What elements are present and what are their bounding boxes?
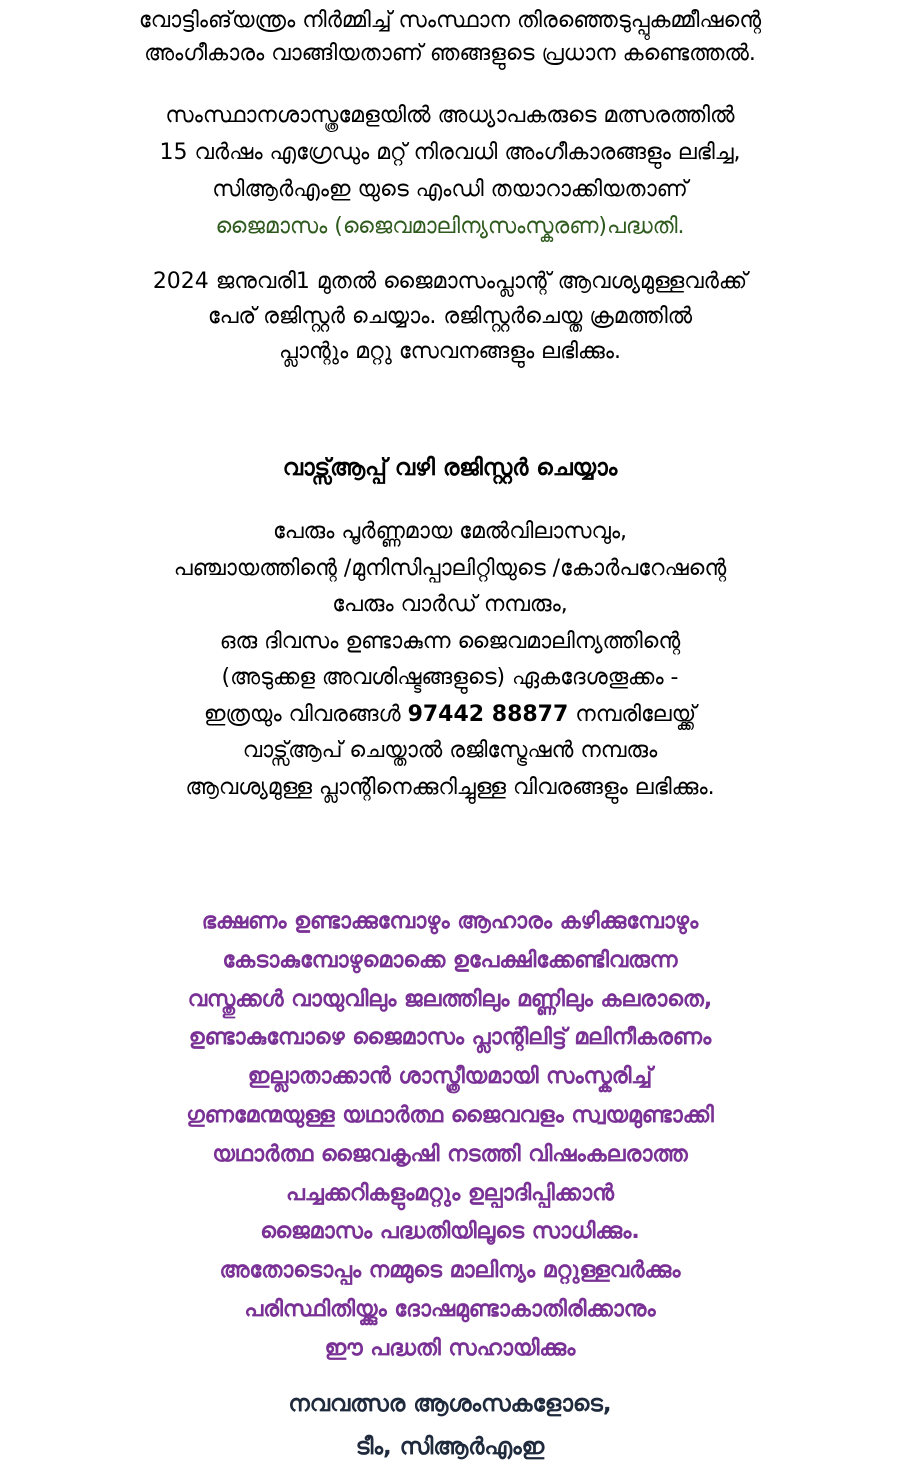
registration-line: പ്ലാന്റും മറ്റു സേവനങ്ങളും ലഭിക്കും.: [278, 339, 622, 364]
phone-prefix: ഇത്രയും വിവരങ്ങൾ: [203, 701, 408, 727]
whatsapp-line: വാട്സ്ആപ് ചെയ്താൽ രജിസ്ട്രേഷൻ നമ്പരും: [242, 738, 658, 763]
whatsapp-line: പേരും പൂർണ്ണമായ മേൽവിലാസവും,: [272, 519, 628, 544]
whatsapp-line: ആവശ്യമുള്ള പ്ലാന്റിനെക്കുറിച്ചുള്ള വിവരങ്ങളും ലഭിക്കും.: [185, 774, 715, 800]
whatsapp-line: ഒരു ദിവസം ഉണ്ടാകുന്ന ജൈവമാലിന്യത്തിന്റെ: [219, 628, 681, 654]
phone-number: 97442 88877: [407, 701, 569, 727]
benefits-paragraph: [20, 903, 880, 1369]
benefits-line: ജൈമാസം പദ്ധതിയിലൂടെ സാധിക്കും.: [260, 1219, 640, 1245]
intro-paragraph: [20, 4, 880, 70]
benefits-line: ഇല്ലാതാക്കാൻ ശാസ്ത്രീയമായി സംസ്കരിച്ച്: [247, 1064, 653, 1090]
whatsapp-heading: വാട്സ്ആപ്പ് വഴി രജിസ്റ്റർ ചെയ്യാം: [282, 455, 618, 481]
benefits-line: പച്ചക്കറികളുംമറ്റും ഉല്പാദിപ്പിക്കാൻ: [286, 1180, 614, 1206]
benefits-line: വസ്തുക്കൾ വായുവിലും ജലത്തിലും മണ്ണിലും കലരാതെ,: [187, 986, 713, 1012]
closing-block: [20, 1383, 880, 1469]
benefits-line: ഭക്ഷണം ഉണ്ടാക്കുമ്പോഴും ആഹാരം കഴിക്കുമ്പോഴും: [201, 909, 699, 934]
benefits-line: കേടാകുമ്പോഴുമൊക്കെ ഉപേക്ഷിക്കേണ്ടിവരുന്ന: [222, 947, 678, 973]
intro-line: വോട്ടിംങ്‌യന്ത്രം നിർമ്മിച്ച് സംസ്ഥാന തിരഞ്ഞെടുപ്പുകമ്മീഷന്റെ: [138, 8, 762, 33]
closing-signature: ടീം, സിആർഎംഇ: [355, 1434, 545, 1460]
about-line: സംസ്ഥാനശാസ്ത്രമേളയിൽ അധ്യാപകരുടെ മത്സരത്തിൽ: [165, 103, 735, 128]
benefits-line: ഈ പദ്ധതി സഹായിക്കും: [324, 1335, 576, 1361]
benefits-line: പരിസ്ഥിതിയ്ക്കും ദോഷമുണ്ടാകാതിരിക്കാനും: [244, 1296, 656, 1322]
closing-greeting: നവവത്സര ആശംസകളോടെ,: [288, 1391, 612, 1417]
about-line: സിആർഎംഇ യുടെ എംഡി തയാറാക്കിയതാണ്: [212, 177, 688, 202]
project-name: ജൈമാസം (ജൈവമാലിന്യസംസ്കരണ)പദ്ധതി.: [215, 214, 685, 239]
about-line: 15 വർഷം എഗ്രേഡും മറ്റ് നിരവധി അംഗീകാരങ്ങളും ലഭിച്ച,: [159, 140, 741, 165]
benefits-line: ഗുണമേന്മയുള്ള യഥാർത്ഥ ജൈവവളം സ്വയമുണ്ടാക്കി: [186, 1102, 714, 1128]
registration-line: 2024 ജനുവരി1 മുതൽ ജൈമാസംപ്ലാന്റ് ആവശ്യമുള്ളവർക്ക്: [152, 269, 748, 294]
intro-line: അംഗീകാരം വാങ്ങിയതാണ് ഞങ്ങളുടെ പ്രധാന കണ്ടെത്തൽ.: [144, 41, 756, 66]
benefits-line: യഥാർത്ഥ ജൈവകൃഷി നടത്തി വിഷംകലരാത്ത: [212, 1141, 688, 1167]
whatsapp-heading-block: [20, 453, 880, 484]
registration-line: പേര് രജിസ്റ്റർ ചെയ്യാം. രജിസ്റ്റർചെയ്ത ക്രമത്തിൽ: [207, 304, 693, 329]
benefits-line: ഉണ്ടാകുമ്പോഴെ ജൈമാസം പ്ലാന്റിലിട്ട് മലിനീകരണം: [188, 1025, 712, 1051]
whatsapp-line: പഞ്ചായത്തിന്റെ /മുനിസിപ്പാലിറ്റിയുടെ /കോർപറേഷന്റെ: [173, 555, 727, 581]
whatsapp-line: പേരും വാർഡ് നമ്പരും,: [332, 592, 568, 617]
about-paragraph: [20, 97, 880, 245]
phone-suffix: നമ്പരിലേയ്ക്ക്: [568, 701, 697, 727]
whatsapp-line: (അടുക്കള അവശിഷ്ടങ്ങളുടെ) ഏകദേശതൂക്കം -: [221, 665, 679, 690]
benefits-line: അതോടൊപ്പം നമ്മുടെ മാലിന്യം മറ്റുള്ളവർക്കും: [219, 1258, 681, 1284]
phone-line: [20, 697, 880, 734]
whatsapp-instructions: [20, 514, 880, 806]
registration-paragraph: [20, 264, 880, 369]
